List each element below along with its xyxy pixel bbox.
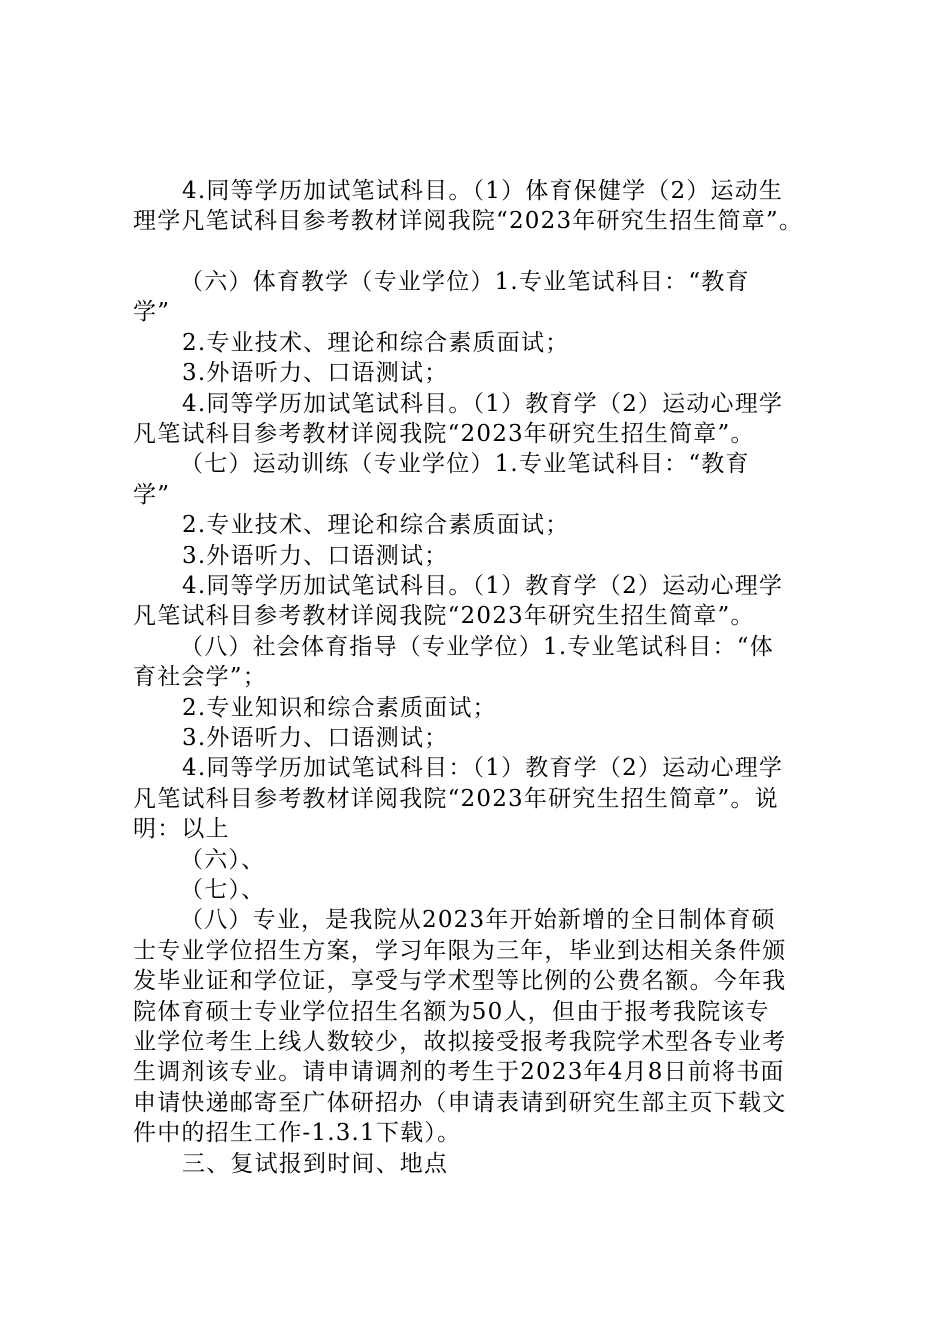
text-line-20: 凡笔试科目参考教材详阅我院“2023年研究生招生简章”。说: [133, 786, 779, 812]
text-line-30: 申请快递邮寄至广体研招办（申请表请到研究生部主页下载文: [133, 1090, 787, 1116]
text-line-22: （六）、: [180, 847, 266, 873]
text-line-11: 2.专业技术、理论和综合素质面试；: [182, 512, 570, 538]
text-line-28: 业学位考生上线人数较少，故拟接受报考我院学术型各专业考: [133, 1029, 787, 1055]
text-line-12: 3.外语听力、口语测试；: [182, 543, 449, 569]
text-line-4: 学”: [133, 299, 171, 325]
text-line-16: 育社会学”；: [133, 664, 267, 690]
text-line-26: 发毕业证和学位证，享受与学术型等比例的公费名额。今年我: [133, 968, 787, 994]
text-line-18: 3.外语听力、口语测试；: [182, 725, 449, 751]
text-line-19: 4.同等学历加试笔试科目：（1）教育学（2）运动心理学: [182, 755, 784, 781]
text-line-24: （八）专业，是我院从2023年开始新增的全日制体育硕: [180, 907, 776, 933]
text-line-17: 2.专业知识和综合素质面试；: [182, 695, 497, 721]
text-line-1: 4.同等学历加试笔试科目。（1）体育保健学（2）运动生: [182, 178, 784, 204]
text-line-25: 士专业学位招生方案，学习年限为三年，毕业到达相关条件颁: [133, 938, 787, 964]
text-line-9: （七）运动训练（专业学位）1.专业笔试科目：“教育: [180, 451, 750, 477]
text-line-6: 3.外语听力、口语测试；: [182, 360, 449, 386]
text-line-5: 2.专业技术、理论和综合素质面试；: [182, 330, 570, 356]
text-line-23: （七）、: [180, 877, 266, 903]
text-line-13: 4.同等学历加试笔试科目。（1）教育学（2）运动心理学: [182, 573, 784, 599]
section-heading: 三、复试报到时间、地点: [182, 1151, 449, 1177]
text-line-8: 凡笔试科目参考教材详阅我院“2023年研究生招生简章”。: [133, 421, 755, 447]
text-line-31: 件中的招生工作-1.3.1下载）。: [133, 1120, 462, 1146]
text-line-3: （六）体育教学（专业学位）1.专业笔试科目：“教育: [180, 269, 750, 295]
text-line-14: 凡笔试科目参考教材详阅我院“2023年研究生招生简章”。: [133, 603, 755, 629]
text-line-10: 学”: [133, 482, 171, 508]
text-line-27: 院体育硕士专业学位招生名额为50人，但由于报考我院该专: [133, 999, 770, 1025]
text-line-21: 明：以上: [133, 816, 230, 842]
text-line-7: 4.同等学历加试笔试科目。（1）教育学（2）运动心理学: [182, 391, 784, 417]
text-line-2: 理学凡笔试科目参考教材详阅我院“2023年研究生招生简章”。: [133, 208, 804, 234]
text-line-15: （八）社会体育指导（专业学位）1.专业笔试科目：“体: [180, 634, 774, 660]
text-line-29: 生调剂该专业。请申请调剂的考生于2023年4月8日前将书面: [133, 1059, 785, 1085]
